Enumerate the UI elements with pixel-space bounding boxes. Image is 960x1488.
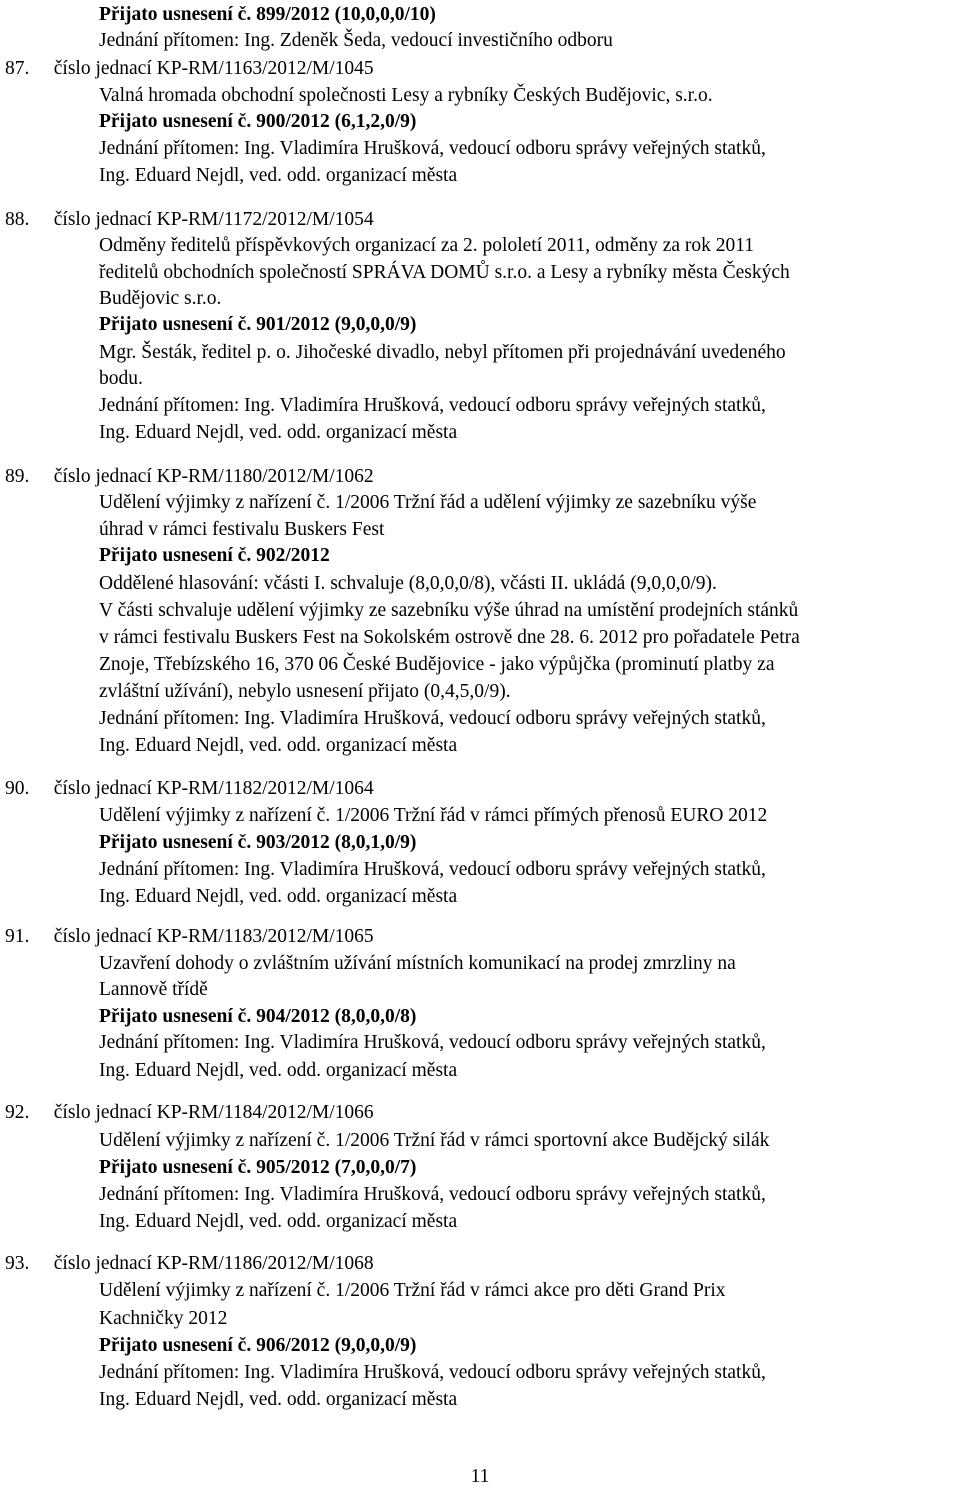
- text-line: ředitelů obchodních společností SPRÁVA DOMŮ s.r.o. a Lesy a rybníky města Českých: [99, 262, 790, 283]
- text-line: 87. číslo jednací KP-RM/1163/2012/M/1045: [5, 58, 374, 79]
- text-line: Ing. Eduard Nejdl, ved. odd. organizací města: [99, 735, 458, 756]
- text-line: V části schvaluje udělení výjimky ze sazebníku výše úhrad na umístění prodejních stánků: [99, 600, 799, 621]
- text-line: Jednání přítomen: Ing. Vladimíra Hrušková, vedoucí odboru správy veřejných statků,: [99, 395, 766, 416]
- text-line: Udělení výjimky z nařízení č. 1/2006 Tržní řád a udělení výjimky ze sazebníku výše: [99, 492, 757, 513]
- text-line: 90. číslo jednací KP-RM/1182/2012/M/1064: [5, 778, 374, 799]
- text-line: 93. číslo jednací KP-RM/1186/2012/M/1068: [5, 1253, 374, 1274]
- text-line: Jednání přítomen: Ing. Vladimíra Hrušková, vedoucí odboru správy veřejných statků,: [99, 859, 766, 880]
- text-line: Jednání přítomen: Ing. Vladimíra Hrušková, vedoucí odboru správy veřejných statků,: [99, 1362, 766, 1383]
- text-line: Uzavření dohody o zvláštním užívání místních komunikací na prodej zmrzliny na: [99, 953, 736, 974]
- text-line: Ing. Eduard Nejdl, ved. odd. organizací města: [99, 422, 458, 443]
- text-line: 89. číslo jednací KP-RM/1180/2012/M/1062: [5, 466, 374, 487]
- resolution-line: Přijato usnesení č. 905/2012 (7,0,0,0/7): [99, 1157, 417, 1178]
- resolution-line: Přijato usnesení č. 902/2012: [99, 545, 330, 566]
- text-line: 88. číslo jednací KP-RM/1172/2012/M/1054: [5, 209, 374, 230]
- text-line: Jednání přítomen: Ing. Vladimíra Hrušková, vedoucí odboru správy veřejných statků,: [99, 138, 766, 159]
- text-line: Oddělené hlasování: včásti I. schvaluje (8,0,0,0/8), včásti II. ukládá (9,0,0,0/9).: [99, 573, 717, 594]
- resolution-line: Přijato usnesení č. 906/2012 (9,0,0,0/9): [99, 1335, 417, 1356]
- text-line: Udělení výjimky z nařízení č. 1/2006 Tržní řád v rámci akce pro děti Grand Prix: [99, 1280, 726, 1301]
- page-number: 11: [470, 1466, 490, 1487]
- text-line: Ing. Eduard Nejdl, ved. odd. organizací města: [99, 1389, 458, 1410]
- text-line: Mgr. Šesták, ředitel p. o. Jihočeské divadlo, nebyl přítomen při projednávání uvedeného: [99, 342, 786, 363]
- text-line: Jednání přítomen: Ing. Zdeněk Šeda, vedoucí investičního odboru: [99, 30, 613, 51]
- text-line: v rámci festivalu Buskers Fest na Sokolském ostrově dne 28. 6. 2012 pro pořadatele Petra: [99, 627, 800, 648]
- text-line: Kachničky 2012: [99, 1308, 228, 1329]
- text-line: Valná hromada obchodní společnosti Lesy a rybníky Českých Budějovic, s.r.o.: [99, 85, 713, 106]
- text-line: Lannově třídě: [99, 979, 208, 1000]
- resolution-line: Přijato usnesení č. 899/2012 (10,0,0,0/10): [99, 4, 436, 25]
- text-line: Jednání přítomen: Ing. Vladimíra Hrušková, vedoucí odboru správy veřejných statků,: [99, 1032, 766, 1053]
- text-line: Jednání přítomen: Ing. Vladimíra Hrušková, vedoucí odboru správy veřejných statků,: [99, 1184, 766, 1205]
- text-line: Odměny ředitelů příspěvkových organizací za 2. pololetí 2011, odměny za rok 2011: [99, 235, 755, 256]
- text-line: Ing. Eduard Nejdl, ved. odd. organizací města: [99, 165, 458, 186]
- resolution-line: Přijato usnesení č. 903/2012 (8,0,1,0/9): [99, 832, 417, 853]
- text-line: Ing. Eduard Nejdl, ved. odd. organizací města: [99, 886, 458, 907]
- text-line: zvláštní užívání), nebylo usnesení přijato (0,4,5,0/9).: [99, 681, 511, 702]
- resolution-line: Přijato usnesení č. 901/2012 (9,0,0,0/9): [99, 314, 417, 335]
- resolution-line: Přijato usnesení č. 904/2012 (8,0,0,0/8): [99, 1006, 417, 1027]
- text-line: Udělení výjimky z nařízení č. 1/2006 Tržní řád v rámci přímých přenosů EURO 2012: [99, 805, 768, 826]
- text-line: Budějovic s.r.o.: [99, 288, 222, 309]
- text-line: Znoje, Třebízského 16, 370 06 České Budějovice - jako výpůjčka (prominutí platby za: [99, 654, 775, 675]
- text-line: bodu.: [99, 368, 143, 389]
- text-line: 92. číslo jednací KP-RM/1184/2012/M/1066: [5, 1102, 374, 1123]
- text-line: Ing. Eduard Nejdl, ved. odd. organizací města: [99, 1060, 458, 1081]
- text-line: 91. číslo jednací KP-RM/1183/2012/M/1065: [5, 926, 374, 947]
- resolution-line: Přijato usnesení č. 900/2012 (6,1,2,0/9): [99, 111, 417, 132]
- text-line: Ing. Eduard Nejdl, ved. odd. organizací města: [99, 1211, 458, 1232]
- text-line: úhrad v rámci festivalu Buskers Fest: [99, 519, 385, 540]
- text-line: Jednání přítomen: Ing. Vladimíra Hrušková, vedoucí odboru správy veřejných statků,: [99, 708, 766, 729]
- text-line: Udělení výjimky z nařízení č. 1/2006 Tržní řád v rámci sportovní akce Budějcký silák: [99, 1130, 770, 1151]
